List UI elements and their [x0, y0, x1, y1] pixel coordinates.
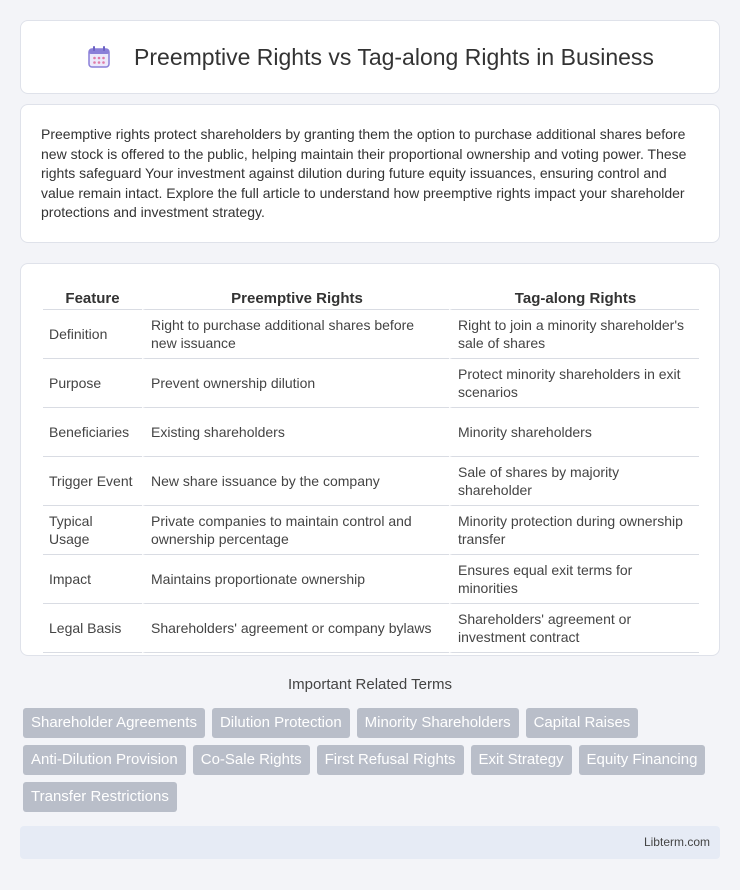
cell-preemptive: Right to purchase additional shares before new issuance — [142, 310, 449, 359]
related-term-tag[interactable]: Minority Shareholders — [357, 708, 519, 738]
footer — [20, 826, 720, 859]
header-tag-along: Tag-along Rights — [449, 286, 699, 310]
cell-tag-along: Shareholders' agreement or investment contract — [449, 604, 699, 653]
calendar-icon — [86, 44, 112, 70]
table-row — [43, 457, 699, 506]
table-row — [43, 604, 699, 653]
cell-tag-along: Right to join a minority shareholder's sale of shares — [449, 310, 699, 359]
header-card — [20, 20, 720, 94]
related-term-tag[interactable]: Co-Sale Rights — [193, 745, 310, 775]
comparison-table-card — [20, 263, 720, 656]
cell-tag-along: Minority shareholders — [449, 408, 699, 457]
cell-feature: Definition — [43, 310, 142, 359]
cell-tag-along: Ensures equal exit terms for minorities — [449, 555, 699, 604]
related-terms-list — [23, 708, 713, 812]
cell-preemptive: Maintains proportionate ownership — [142, 555, 449, 604]
cell-preemptive: New share issuance by the company — [142, 457, 449, 506]
table-row — [43, 310, 699, 359]
related-term-tag[interactable]: Transfer Restrictions — [23, 782, 177, 812]
cell-preemptive: Shareholders' agreement or company bylaws — [142, 604, 449, 653]
related-term-tag[interactable]: Capital Raises — [526, 708, 639, 738]
intro-card — [20, 104, 720, 243]
table-row — [43, 408, 699, 457]
related-term-tag[interactable]: Dilution Protection — [212, 708, 350, 738]
cell-feature: Beneficiaries — [43, 408, 142, 457]
related-term-tag[interactable]: First Refusal Rights — [317, 745, 464, 775]
page-title: Preemptive Rights vs Tag-along Rights in Business — [134, 43, 654, 70]
cell-tag-along: Protect minority shareholders in exit scenarios — [449, 359, 699, 408]
header-preemptive: Preemptive Rights — [142, 286, 449, 310]
footer-site-link[interactable]: Libterm.com — [643, 835, 710, 849]
table-row — [43, 506, 699, 555]
table-row — [43, 359, 699, 408]
header-feature: Feature — [43, 286, 142, 310]
table-header-row — [43, 286, 699, 310]
intro-text: Preemptive rights protect shareholders by granting them the option to purchase additional shares before new stock is offered to the public, helping maintain their proportional ownership and voting power. These rights safeguard Your investment against dilution during future equity issuances, ensuring control and value remain intact. Explore the full article to understand how preemptive rights impact your shareholder protections and investment strategy. — [41, 126, 687, 220]
cell-feature: Legal Basis — [43, 604, 142, 653]
cell-feature: Purpose — [43, 359, 142, 408]
cell-feature: Impact — [43, 555, 142, 604]
cell-tag-along: Sale of shares by majority shareholder — [449, 457, 699, 506]
related-term-tag[interactable]: Anti-Dilution Provision — [23, 745, 186, 775]
cell-feature: Trigger Event — [43, 457, 142, 506]
cell-tag-along: Minority protection during ownership transfer — [449, 506, 699, 555]
comparison-table — [43, 286, 699, 653]
table-row — [43, 555, 699, 604]
cell-preemptive: Prevent ownership dilution — [142, 359, 449, 408]
related-term-tag[interactable]: Equity Financing — [579, 745, 706, 775]
cell-feature: Typical Usage — [43, 506, 142, 555]
cell-preemptive: Private companies to maintain control and ownership percentage — [142, 506, 449, 555]
cell-preemptive: Existing shareholders — [142, 408, 449, 457]
related-term-tag[interactable]: Shareholder Agreements — [23, 708, 205, 738]
related-terms-title: Important Related Terms — [288, 676, 452, 693]
related-term-tag[interactable]: Exit Strategy — [471, 745, 572, 775]
